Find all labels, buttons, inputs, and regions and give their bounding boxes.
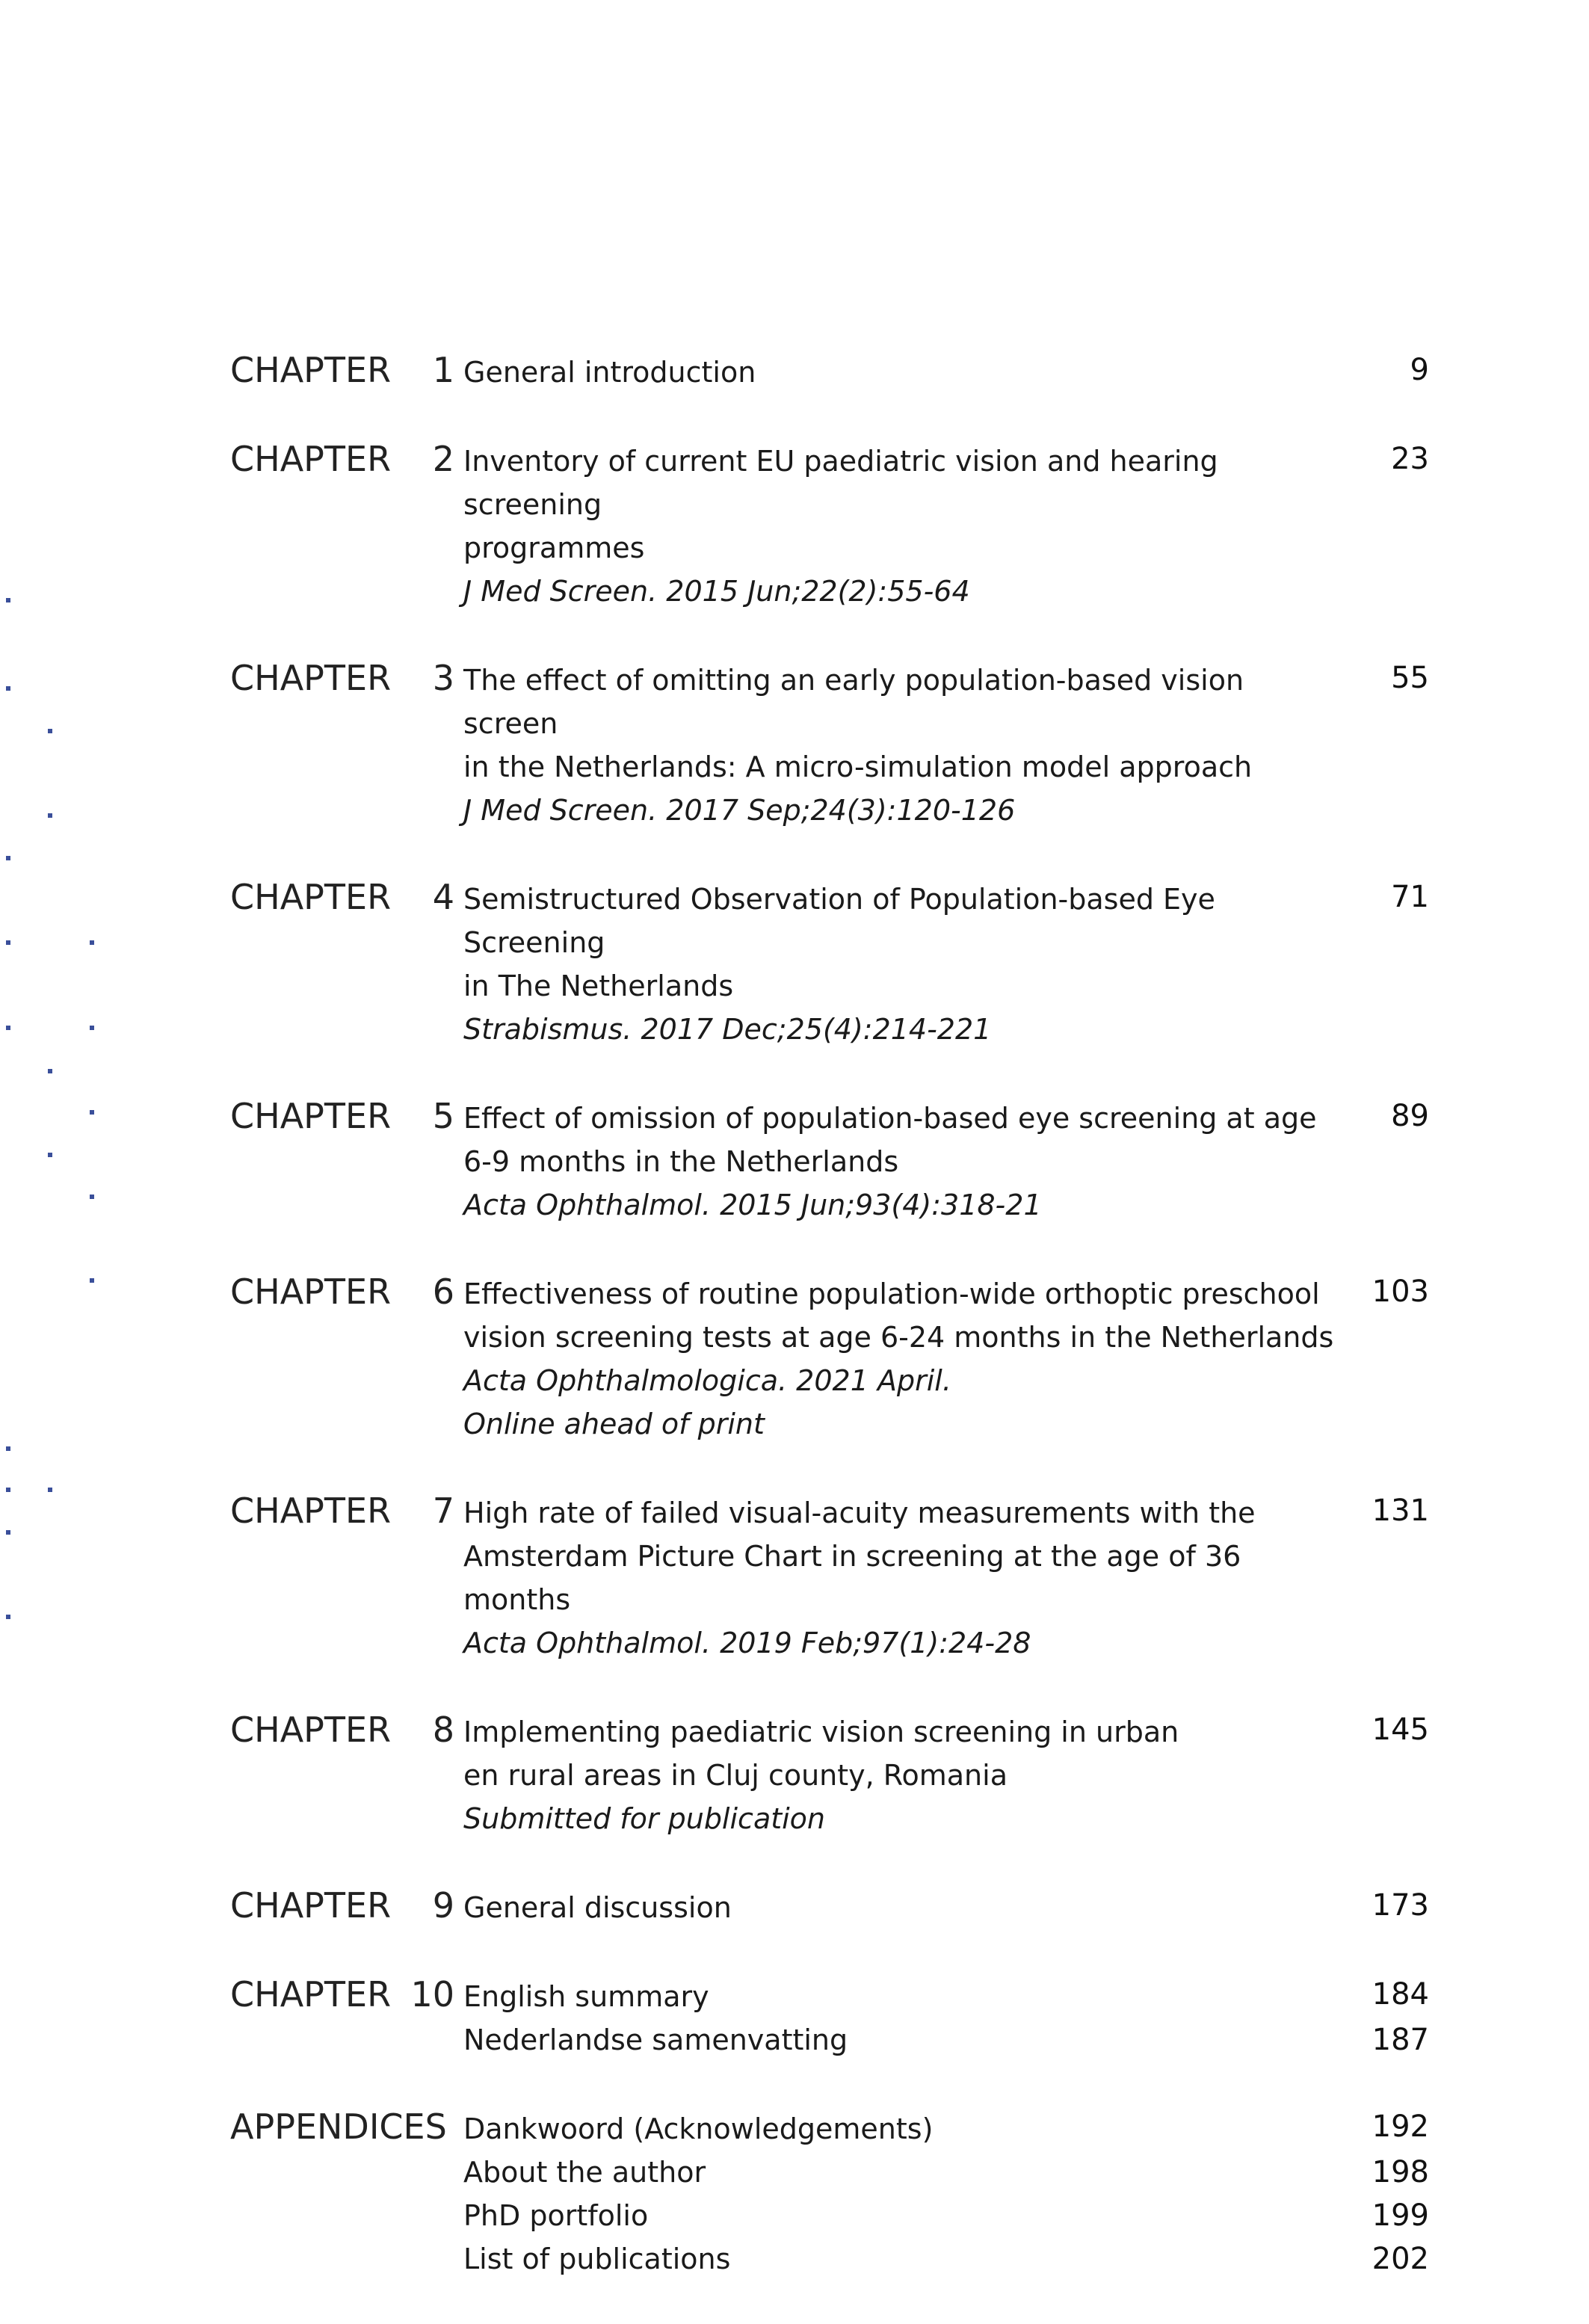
page-number: 145 <box>1372 1713 1429 1747</box>
entry-title: General introduction <box>463 356 756 389</box>
entry-title: About the author <box>463 2156 706 2189</box>
entry-title: High rate of failed visual-acuity measurements with the <box>463 1497 1256 1529</box>
chapter-label <box>230 1094 463 1138</box>
chapter-label-text: APPENDICES <box>230 2106 447 2147</box>
entry-title: English summary <box>463 1980 709 2013</box>
toc-line <box>230 875 1441 964</box>
entry-title: programmes <box>463 531 645 564</box>
toc-line <box>230 789 1441 832</box>
page-number: 173 <box>1372 1888 1429 1923</box>
toc-line <box>230 1754 1441 1797</box>
chapter-label-text: CHAPTER <box>230 877 392 917</box>
toc-entry <box>230 1094 1441 1227</box>
entry-title: Effect of omission of population-based eye screening at age <box>463 1102 1317 1135</box>
decorative-dot <box>90 1195 94 1199</box>
page-number: 131 <box>1372 1494 1429 1528</box>
toc-line <box>230 964 1441 1008</box>
toc-line <box>230 348 1441 394</box>
decorative-dot <box>48 729 52 733</box>
toc-entry <box>230 1708 1441 1840</box>
chapter-label-text: CHAPTER <box>230 350 392 390</box>
entry-title: in the Netherlands: A micro-simulation model approach <box>463 750 1253 783</box>
chapter-number: 8 <box>432 1710 454 1750</box>
toc-line <box>230 1489 1441 1535</box>
citation-text: Submitted for publication <box>463 1802 826 1835</box>
toc-entry <box>230 1973 1441 2062</box>
toc-line <box>230 1140 1441 1183</box>
chapter-number: 6 <box>432 1272 454 1312</box>
decorative-dot <box>6 1530 10 1535</box>
page-number: 187 <box>1372 2023 1429 2057</box>
chapter-label <box>230 348 463 392</box>
page-number: 198 <box>1372 2155 1429 2189</box>
chapter-number: 2 <box>432 439 454 479</box>
chapter-label-text: CHAPTER <box>230 1272 392 1312</box>
page-number: 55 <box>1391 661 1429 695</box>
toc-line <box>230 656 1441 745</box>
toc-line <box>230 1797 1441 1840</box>
entry-title: 6-9 months in the Netherlands <box>463 1145 899 1178</box>
toc-line <box>230 1008 1441 1051</box>
toc-entry <box>230 875 1441 1051</box>
toc-entry <box>230 656 1441 832</box>
chapter-number: 9 <box>432 1885 454 1926</box>
chapter-number: 3 <box>432 658 454 698</box>
entry-title: Amsterdam Picture Chart in screening at the age of 36 months <box>463 1540 1241 1616</box>
table-of-contents <box>230 348 1441 2324</box>
decorative-dot <box>90 1026 94 1030</box>
toc-line <box>230 1973 1441 2018</box>
chapter-number: 7 <box>432 1491 454 1531</box>
decorative-dot <box>90 1278 94 1283</box>
chapter-label-text: CHAPTER <box>230 1096 392 1136</box>
chapter-number: 5 <box>432 1096 454 1136</box>
citation-text: J Med Screen. 2017 Sep;24(3):120-126 <box>463 794 1016 827</box>
page-number: 199 <box>1372 2198 1429 2233</box>
chapter-label-text: CHAPTER <box>230 1974 392 2015</box>
toc-line <box>230 1535 1441 1621</box>
page-number: 89 <box>1391 1099 1429 1133</box>
decorative-dot <box>48 1153 52 1157</box>
toc-line <box>230 570 1441 613</box>
toc-entry <box>230 348 1441 394</box>
entry-title: Effectiveness of routine population-wide orthoptic preschool <box>463 1277 1320 1310</box>
toc-entry <box>230 437 1441 613</box>
chapter-label <box>230 656 463 700</box>
toc-line <box>230 1621 1441 1665</box>
decorative-dot <box>6 940 10 945</box>
chapter-label <box>230 1973 463 2016</box>
toc-entry <box>230 2105 1441 2281</box>
decorative-dot <box>6 598 10 602</box>
entry-title: Implementing paediatric vision screening in urban <box>463 1716 1179 1748</box>
decorative-dot <box>6 1446 10 1451</box>
entry-title: in The Netherlands <box>463 970 734 1002</box>
decorative-dot <box>6 856 10 860</box>
entry-title: Dankwoord (Acknowledgements) <box>463 2112 934 2145</box>
decorative-dot <box>90 940 94 945</box>
chapter-label-text: CHAPTER <box>230 439 392 479</box>
citation-text: Acta Ophthalmologica. 2021 April. <box>463 1364 951 1397</box>
toc-line <box>230 1359 1441 1402</box>
page-number: 103 <box>1372 1274 1429 1309</box>
entry-title: Nederlandse samenvatting <box>463 2024 848 2056</box>
toc-line <box>230 1884 1441 1929</box>
citation-text: Online ahead of print <box>463 1408 765 1440</box>
toc-entry <box>230 1270 1441 1446</box>
chapter-label <box>230 1270 463 1313</box>
chapter-label <box>230 1708 463 1751</box>
chapter-label <box>230 875 463 919</box>
decorative-dot-pattern <box>0 0 105 2243</box>
citation-text: Acta Ophthalmol. 2019 Feb;97(1):24-28 <box>463 1627 1031 1659</box>
entry-title: General discussion <box>463 1891 732 1924</box>
entry-title: Inventory of current EU paediatric vision and hearing screening <box>463 445 1218 521</box>
toc-line <box>230 2018 1441 2062</box>
citation-text: J Med Screen. 2015 Jun;22(2):55-64 <box>463 575 970 608</box>
toc-entry <box>230 1489 1441 1665</box>
page-number: 71 <box>1391 880 1429 914</box>
toc-line <box>230 1183 1441 1227</box>
entry-title: PhD portfolio <box>463 2199 649 2232</box>
entry-title: en rural areas in Cluj county, Romania <box>463 1759 1008 1792</box>
toc-line <box>230 2151 1441 2194</box>
toc-line <box>230 1316 1441 1359</box>
chapter-label <box>230 437 463 481</box>
toc-line <box>230 2237 1441 2281</box>
decorative-dot <box>48 1069 52 1073</box>
chapter-number: 1 <box>432 350 454 390</box>
chapter-number: 10 <box>410 1974 454 2015</box>
toc-entry <box>230 1884 1441 1929</box>
chapter-label-text: CHAPTER <box>230 658 392 698</box>
decorative-dot <box>48 1488 52 1492</box>
citation-text: Acta Ophthalmol. 2015 Jun;93(4):318-21 <box>463 1189 1042 1221</box>
toc-line <box>230 2194 1441 2237</box>
chapter-label-text: CHAPTER <box>230 1885 392 1926</box>
page-number: 23 <box>1391 442 1429 476</box>
toc-line <box>230 1402 1441 1446</box>
decorative-dot <box>90 1110 94 1115</box>
toc-line <box>230 526 1441 570</box>
toc-line <box>230 1708 1441 1754</box>
decorative-dot <box>6 1488 10 1492</box>
decorative-dot <box>48 813 52 818</box>
decorative-dot <box>6 1615 10 1619</box>
chapter-label-text: CHAPTER <box>230 1710 392 1750</box>
page-number: 9 <box>1410 353 1429 387</box>
chapter-number: 4 <box>432 877 454 917</box>
page-number: 202 <box>1372 2242 1429 2276</box>
toc-line <box>230 1270 1441 1316</box>
entry-title: vision screening tests at age 6-24 months in the Netherlands <box>463 1321 1334 1354</box>
entry-title: The effect of omitting an early population-based vision screen <box>463 664 1244 740</box>
entry-title: List of publications <box>463 2243 731 2275</box>
chapter-label <box>230 1884 463 1927</box>
toc-line <box>230 1094 1441 1140</box>
page-number: 184 <box>1372 1977 1429 2012</box>
toc-line <box>230 2105 1441 2151</box>
toc-line <box>230 745 1441 789</box>
chapter-label <box>230 2105 463 2148</box>
toc-line <box>230 437 1441 526</box>
decorative-dot <box>6 1026 10 1030</box>
chapter-label <box>230 1489 463 1532</box>
decorative-dot <box>6 686 10 691</box>
citation-text: Strabismus. 2017 Dec;25(4):214-221 <box>463 1013 992 1046</box>
page-number: 192 <box>1372 2109 1429 2144</box>
entry-title: Semistructured Observation of Population-based Eye Screening <box>463 883 1215 959</box>
chapter-label-text: CHAPTER <box>230 1491 392 1531</box>
